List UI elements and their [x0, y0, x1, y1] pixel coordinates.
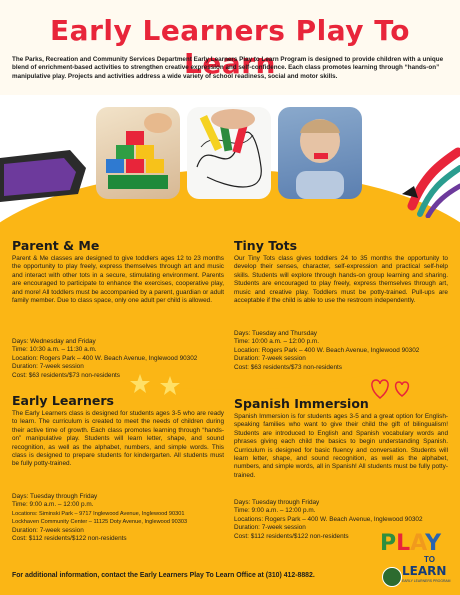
early-learners-duration: Duration: 7-week session: [12, 526, 84, 534]
parent-me-title: Parent & Me: [12, 238, 100, 253]
purple-marker-decoration: [0, 150, 96, 210]
tiny-tots-time: Time: 10:00 a.m. – 12:00 p.m.: [234, 338, 320, 346]
parent-me-time: Time: 10:30 a.m. – 11:30 a.m.: [12, 346, 97, 354]
early-learners-location-1: Locations: Siminski Park – 9717 Inglewood Avenue, Inglewood 90301: [12, 510, 185, 517]
spanish-immersion-time: Time: 9:00 a.m. – 12:00 p.m.: [234, 507, 316, 515]
parent-me-location: Location: Rogers Park – 400 W. Beach Avenue, Inglewood 90302: [12, 354, 198, 362]
logo-letter-a: A: [410, 531, 426, 556]
logo-learn-word: LEARN: [402, 564, 447, 578]
tiny-tots-details: [234, 330, 419, 372]
spanish-immersion-duration: Duration: 7-week session: [234, 524, 306, 532]
tiny-tots-days: Days: Tuesday and Thursday: [234, 330, 318, 337]
spanish-immersion-days: Days: Tuesday through Friday: [234, 499, 320, 506]
logo-to-word: TO: [424, 555, 435, 564]
tiny-tots-description: Our Tiny Tots class gives toddlers 24 to 35 months the opportunity to develop their senses, character, self-expression and practical self-help skills. Students will explore through hands-on group learning and sharing. Students are encouraged to play freely, express themselves through art, music and creative play. Toddlers must be potty-trained. Pull-ups are acceptable if the child is able to use the restroom independently.: [234, 255, 448, 305]
spanish-immersion-title: Spanish Immersion: [234, 396, 369, 411]
contact-footer: For additional information, contact the Early Learners Play To Learn Office at (310) 412-8882.: [12, 572, 315, 579]
early-learners-details: [12, 493, 187, 543]
photo-building-blocks: [96, 107, 180, 199]
city-seal-icon: [382, 567, 402, 587]
spanish-immersion-cost: Cost: $112 residents/$122 non-residents: [234, 532, 349, 540]
play-to-learn-logo: [380, 531, 451, 591]
brush-strokes-decoration: [402, 146, 460, 218]
early-learners-description: The Early Learners class is designed for students ages 3-5 who are ready to learn. The curriculum is created to meet the needs of children during their active time of growth. Each class promotes learning through “hands-on” manipulative play. Students will learn letter, shape, and sound recognition, as well as the alphabet, numbers, and simple words. This class is designed to prepare students for kindergarten. All students must be fully potty-trained.: [12, 410, 224, 468]
hearts-decoration: [368, 376, 418, 402]
logo-subtitle: EARLY LEARNERS PROGRAM: [402, 579, 451, 583]
parent-me-duration: Duration: 7-week session: [12, 363, 84, 371]
early-learners-days: Days: Tuesday through Friday: [12, 493, 98, 500]
photo-crayon-drawing: [187, 107, 271, 199]
tiny-tots-location: Location: Rogers Park – 400 W. Beach Avenue, Inglewood 90302: [234, 346, 420, 354]
tiny-tots-cost: Cost: $63 residents/$73 non-residents: [234, 363, 342, 371]
early-learners-time: Time: 9:00 a.m. – 12:00 p.m.: [12, 501, 94, 509]
early-learners-title: Early Learners: [12, 393, 114, 408]
spanish-immersion-description: Spanish Immersion is for students ages 3-5 and a great option for English-speaking families who want to give their child the gift of bilingualism! Students are introduced to English and Spanish vocabulary words and phrases giving each child the basics to begin understanding Spanish. Curriculum is designed for basic fluency and conversation. Students will learn letter, shape, and sound recognition, as well as the alphabet, numbers, and simple words, all in Spanish! All students must be fully potty-trained.: [234, 413, 448, 479]
spanish-immersion-location: Locations: Rogers Park – 400 W. Beach Avenue, Inglewood 90302: [234, 515, 423, 523]
tiny-tots-title: Tiny Tots: [234, 238, 298, 253]
logo-play-word: [380, 533, 441, 555]
photo-child-crayons: [278, 107, 362, 199]
parent-me-details: [12, 338, 197, 380]
intro-paragraph: The Parks, Recreation and Community Services Department Early Learners Play to Learn Program is designed to provide children with a unique blend of enrichment-based activities to strengthen creative expression and self-confidence. Each class promotes learning through “hands-on” manipulative play. Projects and activities address a wide variety of school readiness, social and motor skills.: [12, 56, 444, 80]
parent-me-cost: Cost: $63 residents/$73 non-residents: [12, 371, 120, 379]
logo-letter-y: Y: [425, 531, 442, 556]
early-learners-location-2: Lockhaven Community Center – 11125 Doty Avenue, Inglewood 90303: [12, 519, 188, 526]
parent-me-description: Parent & Me classes are designed to give toddlers ages 12 to 23 months the opportunity to play freely, express themselves through art and music and interact with other tots in a secure, stimulating environment. Parents are encouraged to participate to enhance the exercises, cooperative play, and more! All toddlers must be accompanied by a parent, guardian or adult family member. Due to class space, only one adult per child is allowed.: [12, 255, 224, 305]
page-title: Early Learners Play To Learn: [50, 14, 410, 80]
early-learners-cost: Cost: $112 residents/$122 non-residents: [12, 535, 127, 543]
parent-me-days: Days: Wednesday and Friday: [12, 338, 96, 345]
logo-letter-p: P: [380, 531, 397, 556]
logo-letter-l: L: [396, 531, 411, 556]
tiny-tots-duration: Duration: 7-week session: [234, 355, 306, 363]
